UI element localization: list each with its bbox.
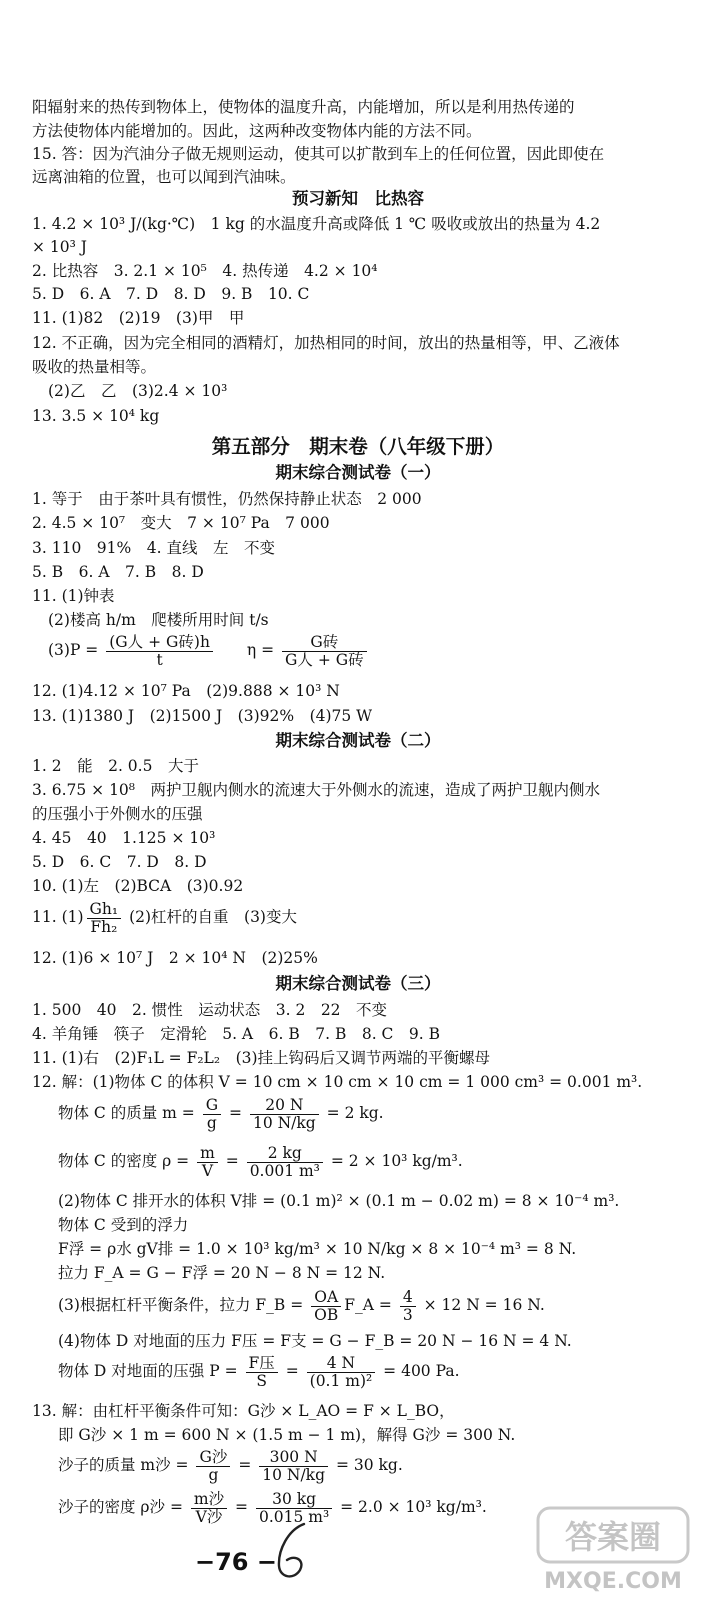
formula-line xyxy=(32,899,297,936)
text-line: 4. 羊角锤 筷子 定滑轮 5. A 6. B 7. B 8. C 9. B xyxy=(32,1025,441,1043)
watermark-logo xyxy=(520,1502,710,1597)
formula-line xyxy=(48,632,370,669)
fraction xyxy=(191,1491,227,1526)
text-line: 拉力 F_A = G − F浮 = 20 N − 8 N = 12 N. xyxy=(58,1264,386,1282)
formula-line xyxy=(58,1446,403,1484)
fraction xyxy=(282,634,367,669)
denominator: 0.015 m³ xyxy=(258,1507,330,1526)
text-line: (4)物体 D 对地面的压力 F压 = F支 = G − F_B = 20 N − 16 N = 4 N. xyxy=(58,1332,572,1350)
fraction xyxy=(203,1097,221,1132)
formula-text: = 400 Pa. xyxy=(383,1362,460,1380)
formula-text: 沙子的质量 m沙 = xyxy=(58,1456,189,1474)
denominator: 10 N/kg xyxy=(262,1465,325,1484)
formula-line xyxy=(58,1094,384,1132)
denominator: S xyxy=(256,1371,267,1390)
text-line: × 10³ J xyxy=(32,238,87,256)
denominator: t xyxy=(156,650,163,669)
test-heading: 期末综合测试卷（二） xyxy=(275,731,441,750)
text-line: 1. 2 能 2. 0.5 大于 xyxy=(32,757,199,775)
numerator: 300 N xyxy=(259,1449,328,1467)
fraction xyxy=(259,1449,328,1484)
text-line: 5. D 6. A 7. D 8. D 9. B 10. C xyxy=(32,285,310,303)
denominator: G人 + G砖 xyxy=(285,650,364,669)
text-line: (2)物体 C 排开水的体积 V排 = (0.1 m)² × (0.1 m − 0.02 m) = 8 × 10⁻⁴ m³. xyxy=(58,1192,620,1210)
watermark-text: 答案圈 xyxy=(564,1518,662,1556)
text-line: 远离油箱的位置，也可以闻到汽油味。 xyxy=(32,168,296,186)
page-number: −76 − xyxy=(195,1548,277,1576)
fraction xyxy=(87,901,122,936)
text-line: 2. 4.5 × 10⁷ 变大 7 × 10⁷ Pa 7 000 xyxy=(32,514,330,532)
text-line: 11. (1)82 (2)19 (3)甲 甲 xyxy=(32,309,245,327)
formula-text: 物体 D 对地面的压强 P = xyxy=(58,1362,238,1380)
text-line: 15. 答：因为汽油分子做无规则运动，使其可以扩散到车上的任何位置，因此即使在 xyxy=(32,145,605,163)
formula-text: 沙子的密度 ρ沙 = xyxy=(58,1498,183,1516)
numerator: OA xyxy=(311,1289,341,1307)
denominator: g xyxy=(208,1465,219,1484)
text-line: 3. 6.75 × 10⁸ 两护卫舰内侧水的流速大于外侧水的流速，造成了两护卫舰内侧水 xyxy=(32,781,601,799)
fraction xyxy=(311,1289,341,1324)
numerator: G xyxy=(203,1097,221,1115)
numerator: F压 xyxy=(246,1355,278,1373)
denominator: 10 N/kg xyxy=(252,1113,316,1132)
numerator: 20 N xyxy=(250,1097,319,1115)
text-line: 2. 比热容 3. 2.1 × 10⁵ 4. 热传递 4.2 × 10⁴ xyxy=(32,262,378,280)
formula-text: = xyxy=(229,1104,243,1122)
formula-text: 11. (1) xyxy=(32,908,84,926)
formula-text: F_A = xyxy=(344,1296,392,1314)
text-line: 11. (1)右 (2)F₁L = F₂L₂ (3)挂上钩码后又调节两端的平衡螺母 xyxy=(32,1049,491,1067)
fraction xyxy=(247,1145,323,1180)
formula-text: = 2 kg. xyxy=(326,1104,384,1122)
denominator: OB xyxy=(314,1305,339,1324)
formula-text: = 2.0 × 10³ kg/m³. xyxy=(340,1498,487,1516)
numerator: G砖 xyxy=(282,634,367,652)
denominator: Fh₂ xyxy=(90,917,118,936)
denominator: g xyxy=(206,1113,217,1132)
text-line: 3. 110 91% 4. 直线 左 不变 xyxy=(32,539,275,557)
numerator: m xyxy=(197,1145,218,1163)
formula-line xyxy=(58,1286,545,1324)
numerator: 2 kg xyxy=(247,1145,323,1163)
numerator: G沙 xyxy=(196,1449,230,1467)
fraction xyxy=(246,1355,278,1390)
fraction xyxy=(106,634,213,669)
numerator: m沙 xyxy=(191,1491,227,1509)
text-line: (2)楼高 h/m 爬楼所用时间 t/s xyxy=(48,611,269,629)
fraction xyxy=(196,1449,230,1484)
text-line: 1. 500 40 2. 惯性 运动状态 3. 2 22 不变 xyxy=(32,1001,388,1019)
formula-text: = xyxy=(238,1456,252,1474)
text-line: (2)乙 乙 (3)2.4 × 10³ xyxy=(48,382,228,400)
formula-line xyxy=(58,1142,463,1180)
handwritten-mark xyxy=(270,1520,316,1588)
watermark-badge-icon xyxy=(520,1502,710,1597)
text-line: 12. 不正确，因为完全相同的酒精灯，加热相同的时间，放出的热量相等，甲、乙液体 xyxy=(32,334,620,352)
formula-text: = 2 × 10³ kg/m³. xyxy=(330,1152,463,1170)
text-line: 10. (1)左 (2)BCA (3)0.92 xyxy=(32,877,244,895)
text-line: 12. 解：(1)物体 C 的体积 V = 10 cm × 10 cm × 10 cm = 1 000 cm³ = 0.001 m³. xyxy=(32,1073,643,1091)
numerator: 30 kg xyxy=(256,1491,332,1509)
text-line: 12. (1)6 × 10⁷ J 2 × 10⁴ N (2)25% xyxy=(32,949,318,967)
text-line: 阳辐射来的热传到物体上，使物体的温度升高，内能增加，所以是利用热传递的 xyxy=(32,98,575,116)
denominator: V沙 xyxy=(195,1507,223,1526)
test-heading: 期末综合测试卷（三） xyxy=(275,974,441,993)
denominator: (0.1 m)² xyxy=(309,1371,373,1390)
numerator: (G人 + G砖)h xyxy=(106,634,213,652)
text-line: 的压强小于外侧水的压强 xyxy=(32,805,203,823)
fraction xyxy=(400,1289,416,1324)
numerator: Gh₁ xyxy=(87,901,122,919)
formula-text: = xyxy=(285,1362,299,1380)
section-heading: 预习新知 比热容 xyxy=(292,189,424,208)
text-line: 13. 3.5 × 10⁴ kg xyxy=(32,407,160,425)
formula-text: × 12 N = 16 N. xyxy=(423,1296,545,1314)
text-line: 即 G沙 × 1 m = 600 N × (1.5 m − 1 m)，解得 G沙 = 300 N. xyxy=(58,1426,516,1444)
formula-text: 物体 C 的质量 m = xyxy=(58,1104,195,1122)
text-line: 11. (1)钟表 xyxy=(32,587,115,605)
formula-text: (3)根据杠杆平衡条件，拉力 F_B = xyxy=(58,1296,304,1314)
text-line: 吸收的热量相等。 xyxy=(32,358,157,376)
fraction xyxy=(250,1097,319,1132)
text-line: 5. B 6. A 7. B 8. D xyxy=(32,563,204,581)
fraction xyxy=(197,1145,218,1180)
formula-text: (2)杠杆的自重 (3)变大 xyxy=(129,908,297,926)
text-line: 1. 4.2 × 10³ J/(kg·℃) 1 kg 的水温度升高或降低 1 ℃ 吸收或放出的热量为 4.2 xyxy=(32,215,601,233)
text-line: F浮 = ρ水 gV排 = 1.0 × 10³ kg/m³ × 10 N/kg × 8 × 10⁻⁴ m³ = 8 N. xyxy=(58,1240,577,1258)
text-line: 13. (1)1380 J (2)1500 J (3)92% (4)75 W xyxy=(32,707,373,725)
text-line: 13. 解：由杠杆平衡条件可知：G沙 × L_AO = F × L_BO， xyxy=(32,1402,455,1420)
formula-text: (3)P = xyxy=(48,641,99,659)
text-line: 1. 等于 由于茶叶具有惯性，仍然保持静止状态 2 000 xyxy=(32,490,422,508)
part-heading: 第五部分 期末卷（八年级下册） xyxy=(211,435,505,458)
formula-text: = xyxy=(225,1152,239,1170)
test-heading: 期末综合测试卷（一） xyxy=(275,463,441,482)
formula-text: 物体 C 的密度 ρ = xyxy=(58,1152,190,1170)
formula-text: = 30 kg. xyxy=(335,1456,403,1474)
text-line: 12. (1)4.12 × 10⁷ Pa (2)9.888 × 10³ N xyxy=(32,682,340,700)
formula-line xyxy=(58,1352,460,1390)
text-line: 4. 45 40 1.125 × 10³ xyxy=(32,829,216,847)
formula-text: = xyxy=(235,1498,249,1516)
numerator: 4 N xyxy=(307,1355,376,1373)
handwritten-six-icon xyxy=(270,1520,316,1584)
text-line: 方法使物体内能增加的。因此，这两种改变物体内能的方法不同。 xyxy=(32,122,482,140)
denominator: 3 xyxy=(402,1305,413,1324)
fraction xyxy=(307,1355,376,1390)
numerator: 4 xyxy=(400,1289,416,1307)
watermark-url: MXQE.COM xyxy=(544,1569,682,1594)
denominator: V xyxy=(201,1161,214,1180)
formula-text: η = xyxy=(246,641,275,659)
denominator: 0.001 m³ xyxy=(249,1161,320,1180)
text-line: 物体 C 受到的浮力 xyxy=(58,1216,189,1234)
text-line: 5. D 6. C 7. D 8. D xyxy=(32,853,207,871)
